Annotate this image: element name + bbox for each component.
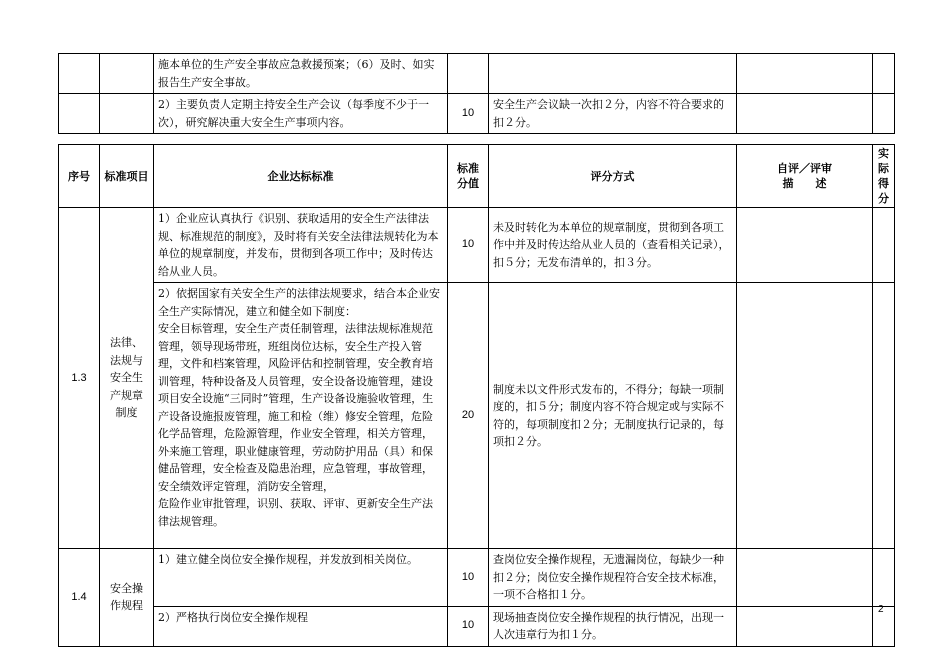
- item-cell: [100, 54, 154, 94]
- score-cell: 20: [448, 283, 489, 549]
- header-actual: 实际 得分: [873, 145, 895, 208]
- review-cell: [737, 94, 873, 134]
- seq-cell: 1.4: [59, 549, 100, 647]
- table-row: [59, 283, 895, 549]
- score-cell: 10: [448, 549, 489, 607]
- table-row: [59, 549, 895, 607]
- standard-cell: 2）主要负责人定期主持安全生产会议（每季度不少于一次），研究解决重大安全生产事项内容。: [154, 94, 448, 134]
- score-cell: [448, 54, 489, 94]
- actual-score-cell: [873, 54, 895, 94]
- method-cell: 现场抽查岗位安全操作规程的执行情况，出现一人次违章行为扣１分。: [489, 606, 737, 646]
- table-row: [59, 94, 895, 134]
- standard-cell: 施本单位的生产安全事故应急救援预案；（6）及时、如实报告生产安全事故。: [154, 54, 448, 94]
- page-number: 2: [878, 604, 884, 615]
- table-row: [59, 54, 895, 94]
- header-method: 评分方式: [489, 145, 737, 208]
- review-cell: [737, 283, 873, 549]
- table-header-row: [59, 145, 895, 208]
- method-cell: 查岗位安全操作规程，无遗漏岗位，每缺少一种扣２分；岗位安全操作规程符合安全技术标准，一项不合格扣１分。: [489, 549, 737, 607]
- item-cell: [100, 94, 154, 134]
- item-cell: 安全操作规程: [100, 549, 154, 647]
- review-cell: [737, 208, 873, 283]
- actual-score-cell: [873, 94, 895, 134]
- standard-cell: 2）依据国家有关安全生产的法律法规要求，结合本企业安全生产实际情况，建立和健全如下制度： 安全目标管理，安全生产责任制管理，法律法规标准规范管理，领导现场带班，班组岗位达标，安全生产投入管理，文件和档案管理，风险评估和控制管理，安全教育培训管理，特种设备及人员管理，安全设备设施管理，建设项目安全设施“三同时”管理，生产设备设施验收管理，生产设备设施报废管理，施工和检（维）修安全管理，危险化学品管理，危险源管理，作业安全管理，相关方管理，外来施工管理，职业健康管理，劳动防护用品（具）和保健品管理，安全检查及隐患治理，应急管理，事故管理，安全绩效评定管理，消防安全管理， 危险作业审批管理，识别、获取、评审、更新安全生产法律法规管理。: [154, 283, 448, 549]
- method-cell: 制度未以文件形式发布的，不得分；每缺一项制度的，扣５分；制度内容不符合规定或与实际不符的，每项制度扣２分；无制度执行记录的，每项扣２分。: [489, 283, 737, 549]
- header-standard: 企业达标标准: [154, 145, 448, 208]
- method-cell: 未及时转化为本单位的规章制度，贯彻到各项工作中并及时传达给从业人员的（查看相关记录），扣５分；无发布清单的，扣３分。: [489, 208, 737, 283]
- seq-cell: [59, 54, 100, 94]
- standard-cell: 1）建立健全岗位安全操作规程，并发放到相关岗位。: [154, 549, 448, 607]
- continued-table: [58, 53, 895, 134]
- header-item: 标准项目: [100, 145, 154, 208]
- actual-score-cell: [873, 549, 895, 607]
- header-review: 自评／评审 描 述: [737, 145, 873, 208]
- table-row: [59, 208, 895, 283]
- item-cell: 法律、法规与安全生产规章制度: [100, 208, 154, 549]
- standard-cell: 1）企业应认真执行《识别、获取适用的安全生产法律法规、标准规范的制度》，及时将有关安全法律法规转化为本单位的规章制度，并发布，贯彻到各项工作中；及时传达给从业人员。: [154, 208, 448, 283]
- review-cell: [737, 549, 873, 607]
- method-cell: [489, 54, 737, 94]
- standard-cell: 2）严格执行岗位安全操作规程: [154, 606, 448, 646]
- actual-score-cell: [873, 208, 895, 283]
- score-cell: 10: [448, 606, 489, 646]
- header-seq: 序号: [59, 145, 100, 208]
- seq-cell: [59, 94, 100, 134]
- score-cell: 10: [448, 94, 489, 134]
- header-score: 标准 分值: [448, 145, 489, 208]
- actual-score-cell: [873, 283, 895, 549]
- review-cell: [737, 54, 873, 94]
- table-row: [59, 606, 895, 646]
- method-cell: 安全生产会议缺一次扣２分，内容不符合要求的扣２分。: [489, 94, 737, 134]
- seq-cell: 1.3: [59, 208, 100, 549]
- standards-table: [58, 144, 895, 647]
- score-cell: 10: [448, 208, 489, 283]
- review-cell: [737, 606, 873, 646]
